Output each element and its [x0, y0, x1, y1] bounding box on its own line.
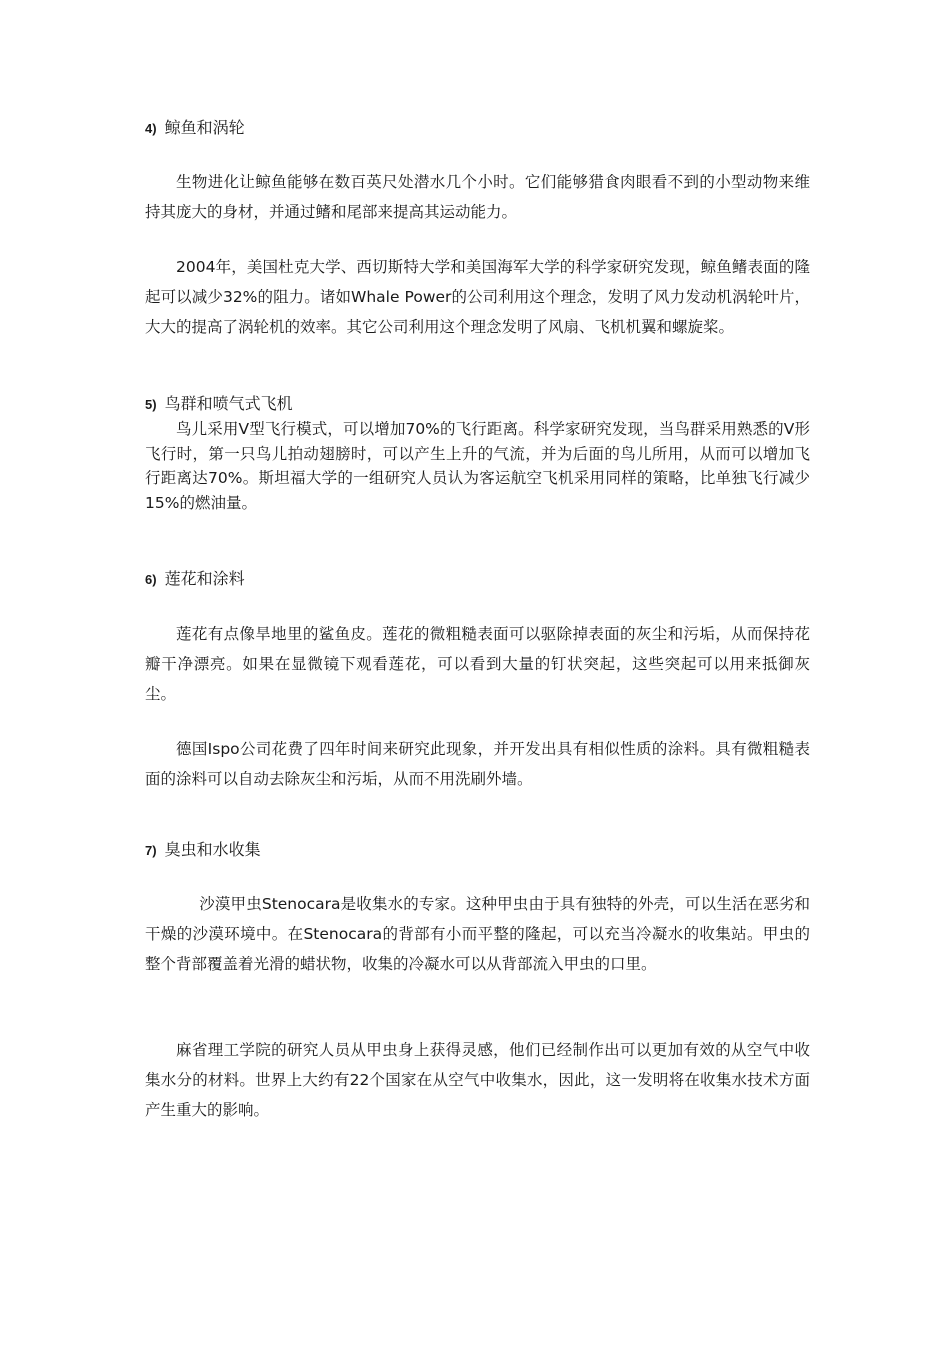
section-heading: [145, 838, 805, 863]
paragraph: 2004年，美国杜克大学、西切斯特大学和美国海军大学的科学家研究发现，鲸鱼鳍表面的隆起可以减少32%的阻力。诸如Whale Power的公司利用这个理念，发明了风力发动机涡轮叶片，大大的提高了涡轮机的效率。其它公司利用这个理念发明了风扇、飞机机翼和螺旋桨。: [145, 258, 810, 336]
section-heading: [145, 392, 805, 417]
section-number: 7): [145, 843, 157, 858]
paragraph: 鸟儿采用V型飞行模式，可以增加70%的飞行距离。科学家研究发现，当鸟群采用熟悉的V形飞行时，第一只鸟儿拍动翅膀时，可以产生上升的气流，并为后面的鸟儿所用，从而可以增加飞行距离达70%。斯坦福大学的一组研究人员认为客运航空飞机采用同样的策略，比单独飞行减少15%的燃油量。: [145, 420, 810, 512]
section-number: 4): [145, 121, 157, 136]
section-heading: [145, 116, 805, 141]
section-title: 臭虫和水收集: [164, 840, 261, 859]
paragraph: 莲花有点像旱地里的鲨鱼皮。莲花的微粗糙表面可以驱除掉表面的灰尘和污垢，从而保持花瓣干净漂亮。如果在显微镜下观看莲花，可以看到大量的钉状突起，这些突起可以用来抵御灰尘。: [145, 625, 810, 703]
paragraph: 生物进化让鲸鱼能够在数百英尺处潜水几个小时。它们能够猎食肉眼看不到的小型动物来维持其庞大的身材，并通过鳍和尾部来提高其运动能力。: [145, 173, 810, 221]
section-heading: [145, 567, 805, 592]
paragraph: 德国Ispo公司花费了四年时间来研究此现象，并开发出具有相似性质的涂料。具有微粗糙表面的涂料可以自动去除灰尘和污垢，从而不用洗刷外墙。: [145, 740, 810, 788]
section-title: 鸟群和喷气式飞机: [164, 394, 293, 413]
section-number: 5): [145, 397, 157, 412]
paragraph: 沙漠甲虫Stenocara是收集水的专家。这种甲虫由于具有独特的外壳，可以生活在恶劣和干燥的沙漠环境中。在Stenocara的背部有小而平整的隆起，可以充当冷凝水的收集站。甲虫的整个背部覆盖着光滑的蜡状物，收集的冷凝水可以从背部流入甲虫的口里。: [145, 895, 810, 973]
section-number: 6): [145, 572, 157, 587]
section-title: 莲花和涂料: [164, 569, 245, 588]
section-title: 鲸鱼和涡轮: [164, 118, 245, 137]
paragraph: 麻省理工学院的研究人员从甲虫身上获得灵感，他们已经制作出可以更加有效的从空气中收集水分的材料。世界上大约有22个国家在从空气中收集水，因此，这一发明将在收集水技术方面产生重大的影响。: [145, 1041, 810, 1119]
